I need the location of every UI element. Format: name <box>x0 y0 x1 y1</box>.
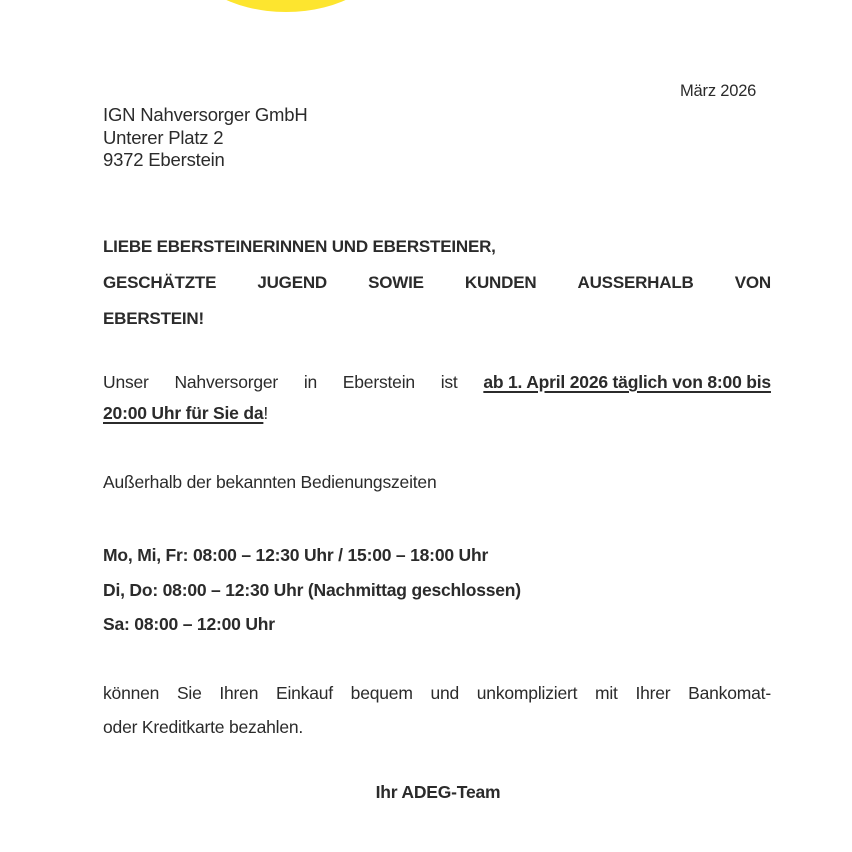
intro-highlight-2: 20:00 Uhr für Sie da <box>103 403 264 423</box>
intro-line-2 <box>103 398 771 429</box>
intro-word: in <box>303 372 318 392</box>
opening-hours-sa: Sa: 08:00 – 12:00 Uhr <box>103 614 275 634</box>
greeting-heading <box>103 229 771 337</box>
payment-word: bequem <box>350 683 413 703</box>
payment-word: mit <box>594 683 618 703</box>
payment-paragraph <box>103 676 771 744</box>
payment-word: Ihren <box>219 683 259 703</box>
intro-paragraph <box>103 367 771 429</box>
greeting-line-2 <box>103 265 771 301</box>
payment-word: Ihrer <box>635 683 671 703</box>
logo-yellow-arc <box>186 0 386 12</box>
payment-word: können <box>103 683 160 703</box>
signature: Ihr ADEG-Team <box>375 782 501 802</box>
greeting-word: JUGEND <box>257 273 327 292</box>
payment-word: unkompliziert <box>476 683 578 703</box>
greeting-line-1: LIEBE EBERSTEINERINNEN UND EBERSTEINER, <box>103 237 496 256</box>
intro-line-1 <box>103 367 771 398</box>
payment-word: Sie <box>176 683 202 703</box>
sender-city: 9372 Eberstein <box>103 149 225 170</box>
greeting-line-3: EBERSTEIN! <box>103 309 204 328</box>
letter-date: März 2026 <box>680 82 757 100</box>
intro-word: ist <box>440 372 458 392</box>
greeting-word: AUSSERHALB <box>577 273 694 292</box>
opening-hours-di-do: Di, Do: 08:00 – 12:30 Uhr (Nachmittag geschlossen) <box>103 579 521 600</box>
intro-word: Unser <box>103 372 149 392</box>
opening-hours-list <box>103 538 521 642</box>
payment-word: Bankomat- <box>688 683 771 703</box>
sender-company: IGN Nahversorger GmbH <box>103 104 308 125</box>
intro-highlight-1: ab 1. April 2026 täglich von 8:00 bis <box>483 372 771 392</box>
intro-word: Nahversorger <box>174 372 279 392</box>
greeting-word: SOWIE <box>368 273 424 292</box>
payment-word: Einkauf <box>275 683 333 703</box>
intro-suffix: ! <box>263 403 269 423</box>
greeting-word: GESCHÄTZTE <box>103 273 217 292</box>
sender-street: Unterer Platz 2 <box>103 126 224 148</box>
outside-hours-intro: Außerhalb der bekannten Bedienungszeiten <box>103 472 437 492</box>
payment-line-2: oder Kreditkarte bezahlen. <box>103 717 304 737</box>
intro-word: Eberstein <box>342 372 415 392</box>
greeting-word: VON <box>734 273 771 292</box>
opening-hours-mo-mi-fr: Mo, Mi, Fr: 08:00 – 12:30 Uhr / 15:00 – 18:00 Uhr <box>103 545 489 565</box>
sender-address <box>103 104 308 172</box>
payment-word: und <box>430 683 460 703</box>
greeting-word: KUNDEN <box>464 273 537 292</box>
payment-line-1 <box>103 676 771 710</box>
